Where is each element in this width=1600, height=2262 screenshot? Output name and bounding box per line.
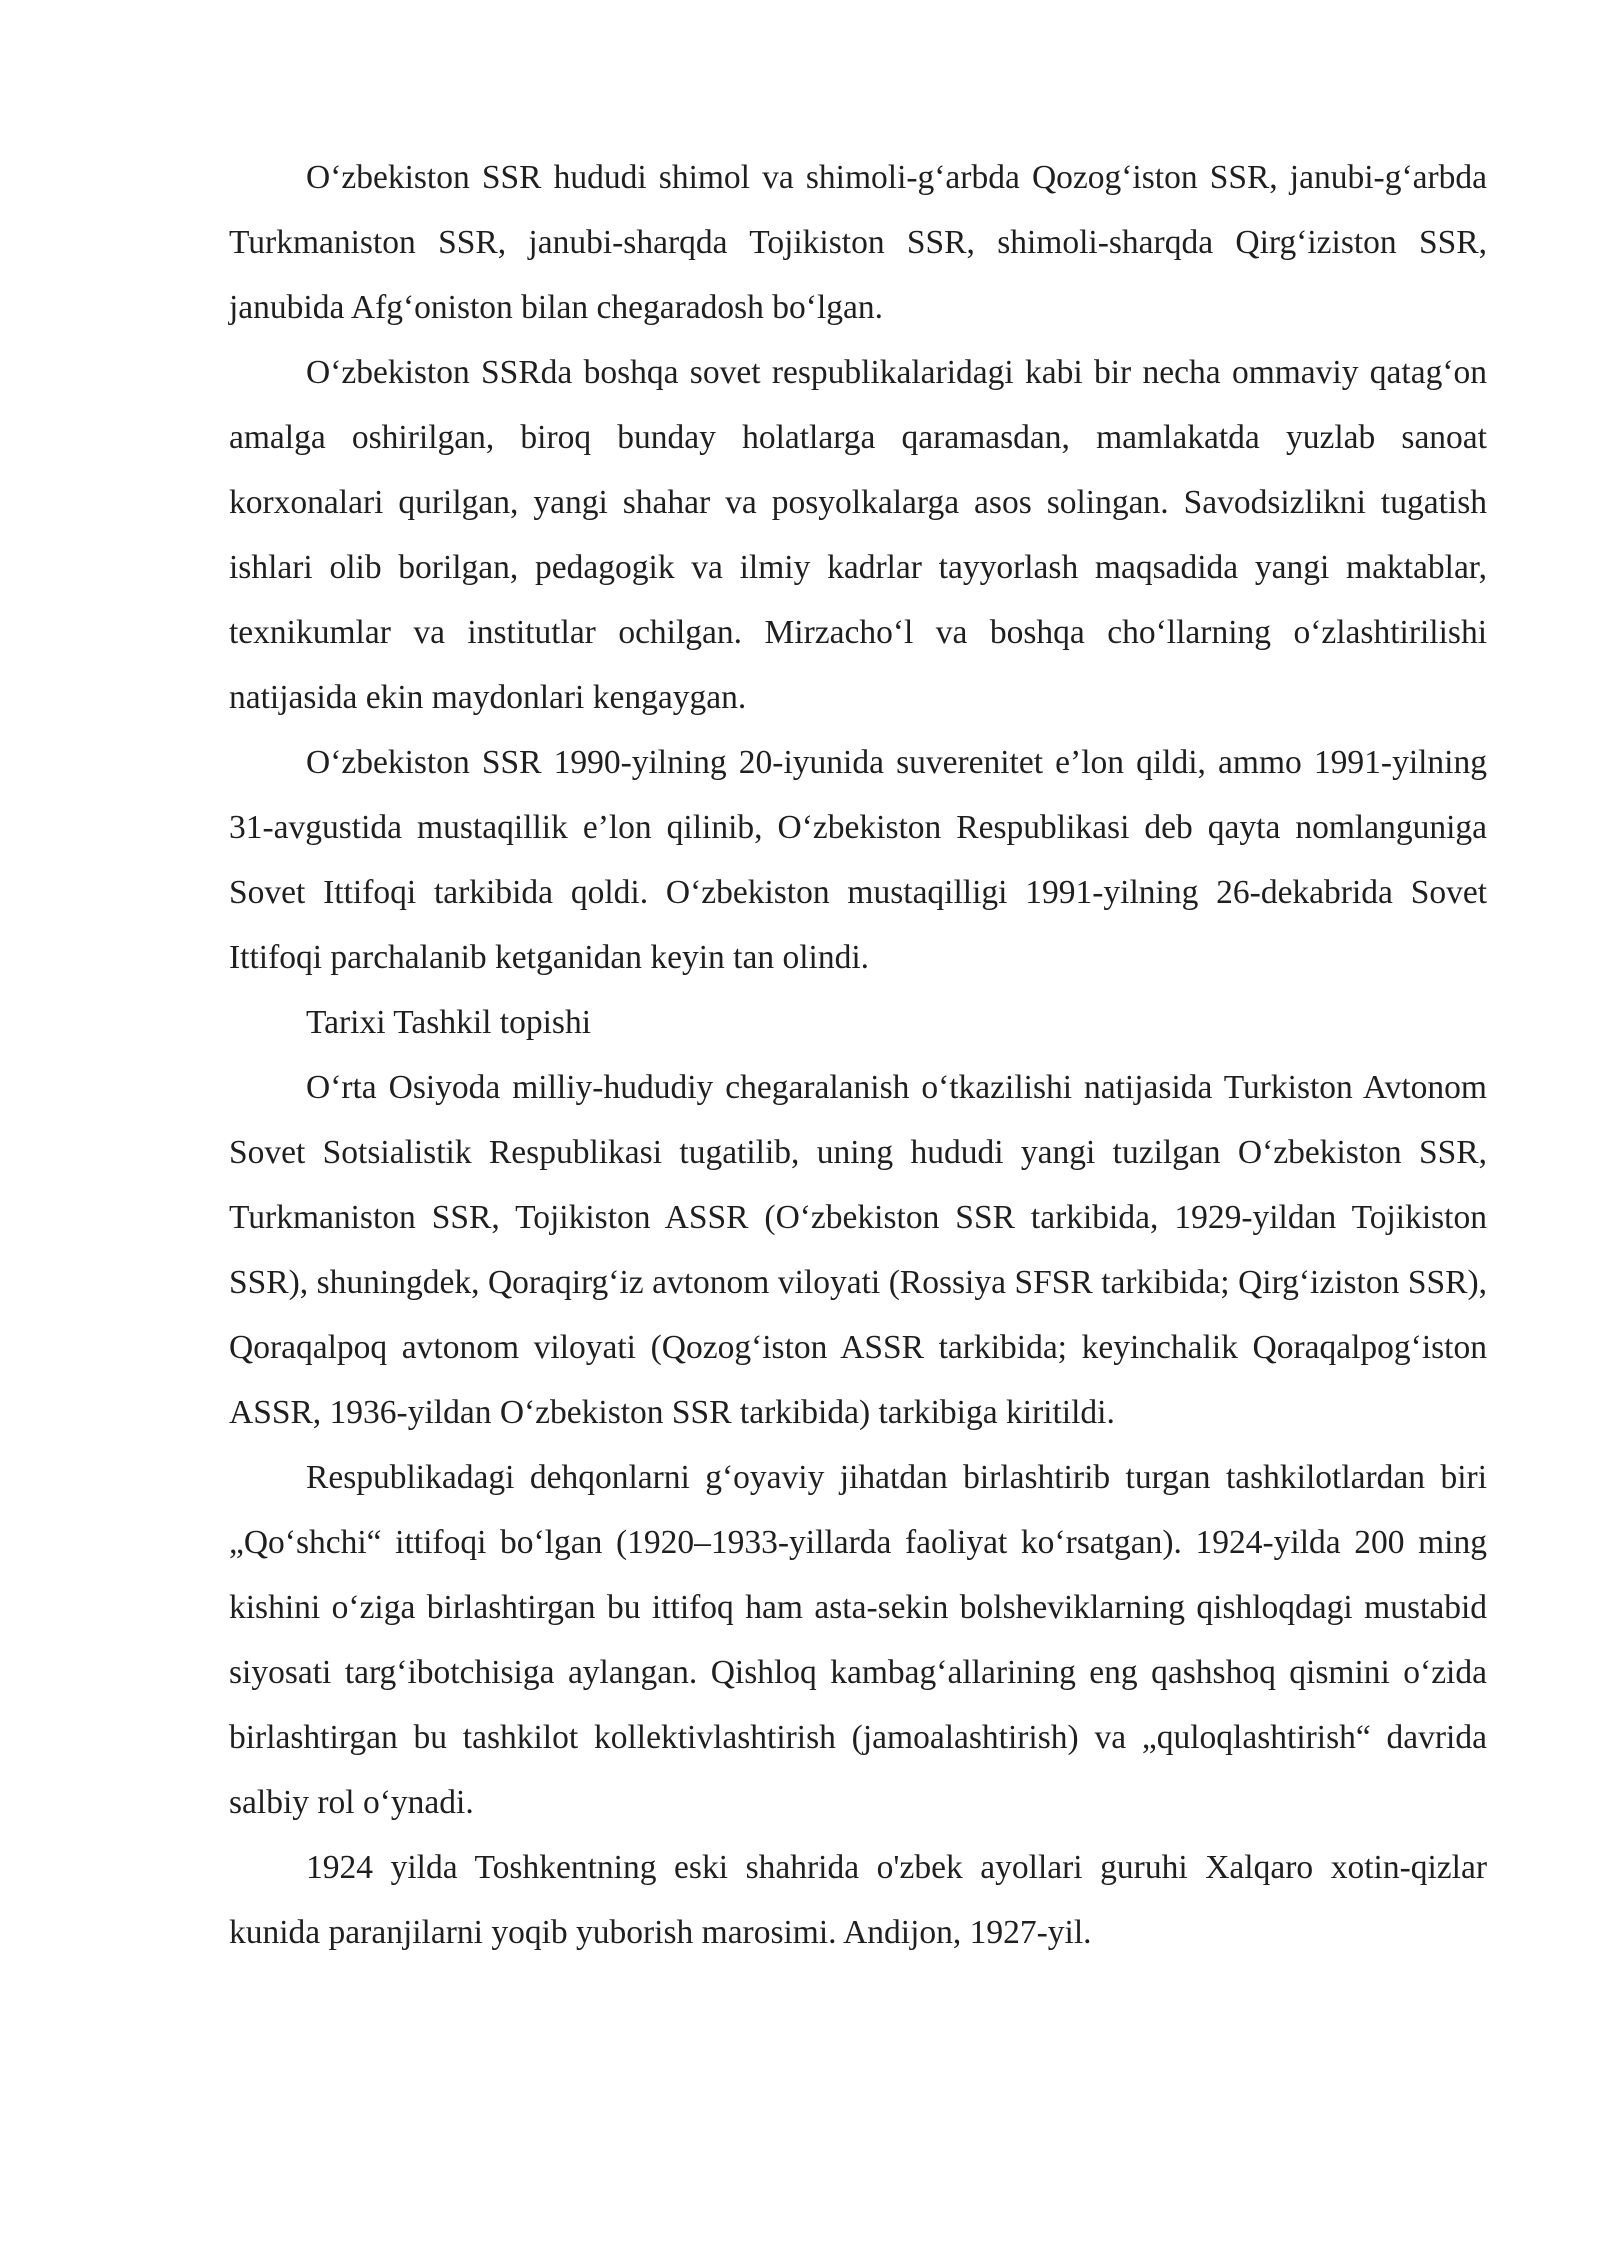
paragraph-borders: O‘zbekiston SSR hududi shimol va shimoli-g‘arbda Qozog‘iston SSR, janubi-g‘arbda Turkmaniston SSR, janubi-sharqda Tojikiston SSR, shimoli-sharqda Qirg‘iziston SSR, janubida Afg‘oniston bilan chegaradosh bo‘lgan. [229, 159, 1487, 326]
paragraph-development: O‘zbekiston SSRda boshqa sovet respublikalaridagi kabi bir necha ommaviy qatag‘on amalga oshirilgan, biroq bunday holatlarga qaramasdan, mamlakatda yuzlab sanoat korxonalari qurilgan, yangi shahar va posyolkalarga asos solingan. Savodsizlikni tugatish ishlari olib borilgan, pedagogik va ilmiy kadrlar tayyorlash maqsadida yangi maktablar, texnikumlar va institutlar ochilgan. Mirzacho‘l va boshqa cho‘llarning o‘zlashtirilishi natijasida ekin maydonlari kengaygan. [229, 354, 1487, 716]
paragraph-qoshchi-union: Respublikadagi dehqonlarni g‘oyaviy jihatdan birlashtirib turgan tashkilotlardan biri „Qo‘shchi“ ittifoqi bo‘lgan (1920–1933-yillarda faoliyat ko‘rsatgan). 1924-yilda 200 ming kishini o‘ziga birlashtirgan bu ittifoq ham asta-sekin bolsheviklarning qishloqdagi mustabid siyosati targ‘ibotchisiga aylangan. Qishloq kambag‘allarining eng qashshoq qismini o‘zida birlashtirgan bu tashkilot kollektivlashtirish (jamoalashtirish) va „quloqlashtirish“ davrida salbiy rol o‘ynadi. [229, 1459, 1487, 1821]
paragraph-photo-caption: 1924 yilda Toshkentning eski shahrida o'zbek ayollari guruhi Xalqaro xotin-qizlar kunida paranjilarni yoqib yuborish marosimi. Andijon, 1927-yil. [229, 1849, 1487, 1951]
paragraph-independence: O‘zbekiston SSR 1990-yilning 20-iyunida suverenitet e’lon qildi, ammo 1991-yilning 31-avgustida mustaqillik e’lon qilinib, O‘zbekiston Respublikasi deb qayta nomlanguniga Sovet Ittifoqi tarkibida qoldi. O‘zbekiston mustaqilligi 1991-yilning 26-dekabrida Sovet Ittifoqi parchalanib ketganidan keyin tan olindi. [229, 744, 1487, 976]
paragraph-delimitation: O‘rta Osiyoda milliy-hududiy chegaralanish o‘tkazilishi natijasida Turkiston Avtonom Sovet Sotsialistik Respublikasi tugatilib, uning hududi yangi tuzilgan O‘zbekiston SSR, Turkmaniston SSR, Tojikiston ASSR (O‘zbekiston SSR tarkibida, 1929-yildan Tojikiston SSR), shuningdek, Qoraqirg‘iz avtonom viloyati (Rossiya SFSR tarkibida; Qirg‘iziston SSR), Qoraqalpoq avtonom viloyati (Qozog‘iston ASSR tarkibida; keyinchalik Qoraqalpog‘iston ASSR, 1936-yildan O‘zbekiston SSR tarkibida) tarkibiga kiritildi. [229, 1069, 1487, 1431]
section-heading-history: Tarixi Tashkil topishi [306, 1004, 592, 1041]
document-page [229, 145, 1487, 1965]
